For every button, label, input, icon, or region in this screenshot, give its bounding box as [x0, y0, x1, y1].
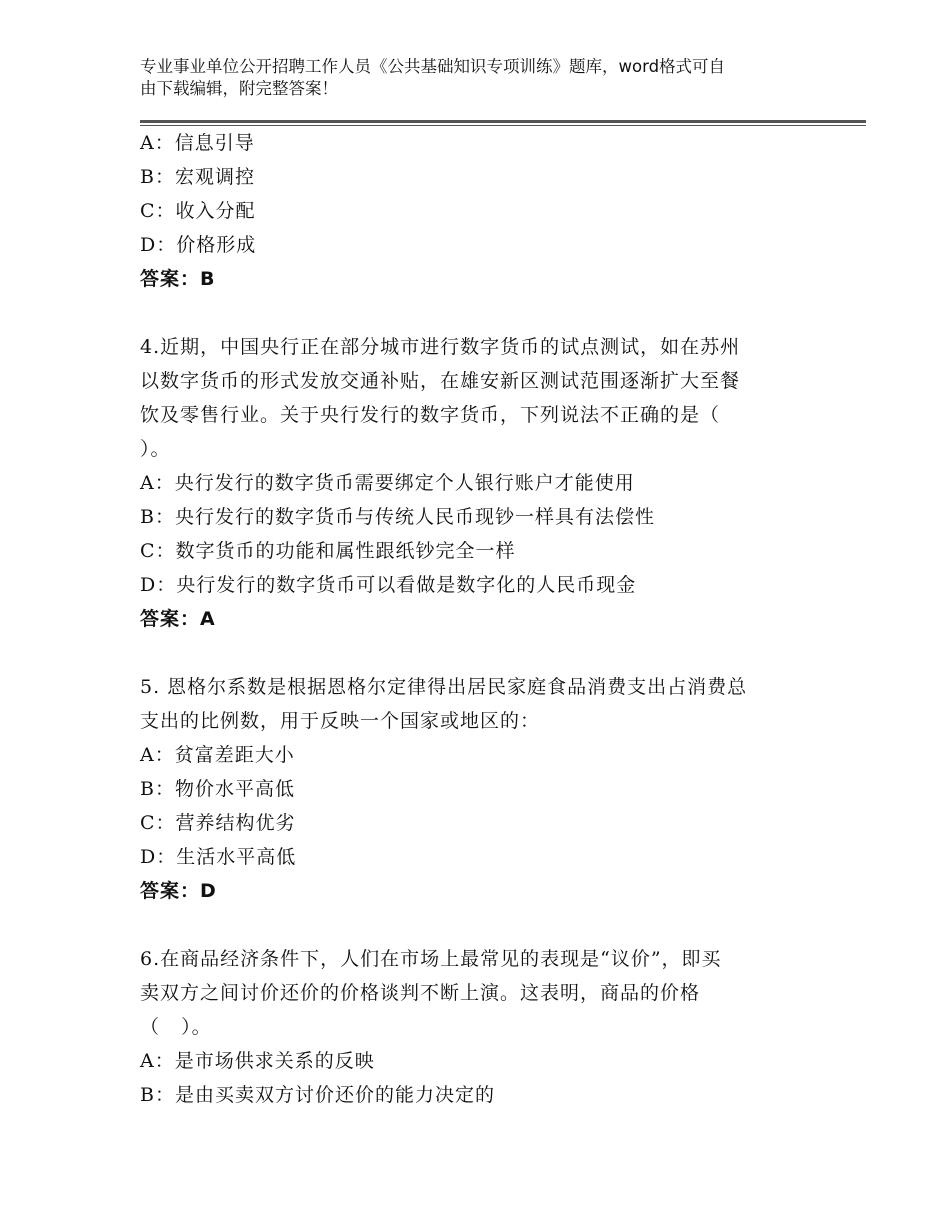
question-list — [140, 126, 820, 1112]
question-stem-line: 4.近期，中国央行正在部分城市进行数字货币的试点测试，如在苏州 — [140, 336, 741, 358]
question-spacer — [140, 296, 820, 330]
question-6 — [140, 942, 820, 1112]
option-b: B：物价水平高低 — [140, 778, 295, 800]
answer-label: 答案：A — [140, 608, 216, 630]
option-a: A：信息引导 — [140, 132, 255, 154]
option-a: A：贫富差距大小 — [140, 744, 295, 766]
question-stem-line: 以数字货币的形式发放交通补贴，在雄安新区测试范围逐渐扩大至餐 — [140, 370, 741, 392]
question-stem-line: 5. 恩格尔系数是根据恩格尔定律得出居民家庭食品消费支出占消费总 — [140, 676, 748, 698]
question-stem-line: 6.在商品经济条件下，人们在市场上最常见的表现是“议价”，即买 — [140, 948, 722, 970]
answer-label: 答案：B — [140, 268, 216, 290]
question-4 — [140, 330, 820, 636]
header-rule-thick — [140, 120, 866, 123]
header-line-1: 专业事业单位公开招聘工作人员《公共基础知识专项训练》题库，word格式可自 — [140, 57, 726, 76]
option-b: B：宏观调控 — [140, 166, 255, 188]
option-c: C：数字货币的功能和属性跟纸钞完全一样 — [140, 540, 516, 562]
option-b: B：央行发行的数字货币与传统人民币现钞一样具有法偿性 — [140, 506, 655, 528]
option-c: C：收入分配 — [140, 200, 256, 222]
option-a: A：央行发行的数字货币需要绑定个人银行账户才能使用 — [140, 472, 635, 494]
option-b: B：是由买卖双方讨价还价的能力决定的 — [140, 1084, 495, 1106]
question-stem-line: ）。 — [140, 438, 171, 460]
question-5 — [140, 670, 820, 908]
question-stem-line: 支出的比例数，用于反映一个国家或地区的： — [140, 710, 541, 732]
question-stem-line: 饮及零售行业。关于央行发行的数字货币，下列说法不正确的是（ — [140, 404, 721, 426]
page-header — [140, 56, 820, 100]
option-c: C：营养结构优劣 — [140, 812, 296, 834]
option-d: D：价格形成 — [140, 234, 257, 256]
question-spacer — [140, 908, 820, 942]
question-stem-line: 卖双方之间讨价还价的价格谈判不断上演。这表明，商品的价格 — [140, 982, 701, 1004]
header-line-2: 由下载编辑，附完整答案！ — [140, 79, 338, 98]
answer-label: 答案：D — [140, 880, 217, 902]
option-d: D：央行发行的数字货币可以看做是数字化的人民币现金 — [140, 574, 637, 596]
question-spacer — [140, 636, 820, 670]
question-3 — [140, 126, 820, 296]
option-d: D：生活水平高低 — [140, 846, 297, 868]
option-a: A：是市场供求关系的反映 — [140, 1050, 375, 1072]
question-stem-line: （ ）。 — [140, 1016, 212, 1038]
